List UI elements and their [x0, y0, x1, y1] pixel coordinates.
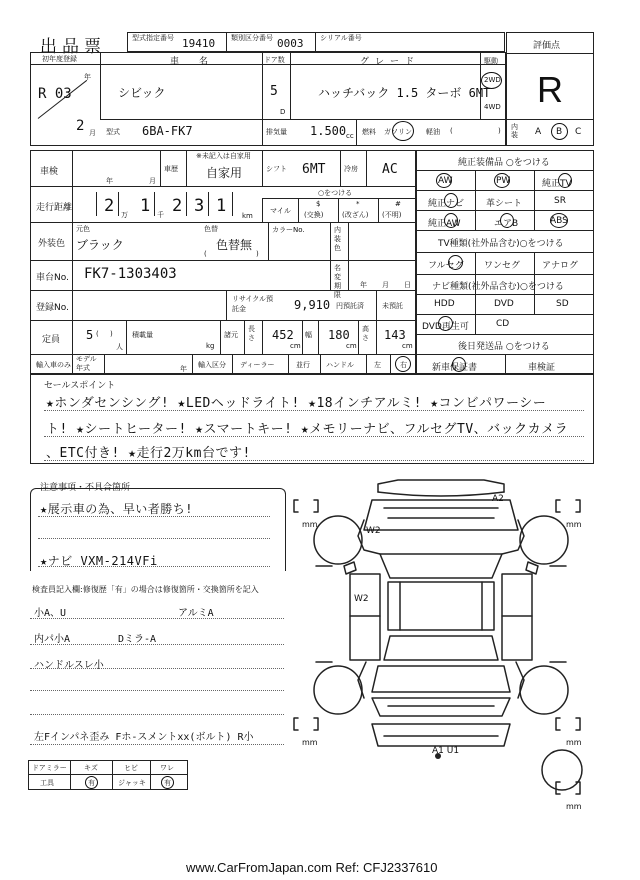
load-label: 積載量 [132, 331, 153, 339]
displacement-label: 排気量 [266, 128, 287, 136]
legend-tools-yes: 有 [88, 779, 95, 787]
fuel-diesel: 軽油 [426, 128, 440, 136]
mileage-d1: 2 [104, 196, 115, 216]
mileage-unknown-sym: # [395, 200, 401, 208]
diagram-mm-5: mm [566, 802, 582, 811]
grade-label: グレード [360, 57, 421, 67]
page-title: 出品票 [40, 37, 106, 56]
inspector-note-4: 左Fインパネ歪み Fホ-スメントxx(ボルト) R小 [34, 732, 254, 743]
sales-points-label: セールスポイント [44, 381, 116, 391]
equip-genuine-navi: 純正ナビ [428, 199, 465, 209]
later-title: 後日発送品 ○をつける [458, 342, 550, 352]
capacity-label: 定員 [42, 335, 61, 345]
legend-crack: ヒビ [124, 764, 138, 772]
legend-tools-circle [85, 776, 98, 789]
legend-tools: 工具 [40, 779, 54, 787]
doors-value: 5 [270, 84, 278, 99]
chassis-value: FK7-1303403 [84, 266, 177, 282]
sales-line-3: 、ETC付き! ★走行2万km台です! [46, 446, 251, 461]
ac-label: 冷房 [344, 165, 358, 173]
eval-score: R [537, 69, 563, 110]
navi-dvd: DVD [494, 299, 514, 309]
legend-door-mirror: ドアミラー [32, 764, 67, 772]
recycle-label: リサイクル預託金 [232, 295, 274, 313]
history-label: 車歴 [164, 165, 178, 173]
interior-color-label: 内装色 [334, 226, 341, 252]
handle-right-circle [395, 356, 411, 372]
history-note: ※未記入は自家用 [196, 152, 251, 160]
equip-sr: SR [554, 196, 566, 206]
serial-label: シリアル番号 [320, 34, 362, 42]
fuel-gasoline: ガソリン [384, 128, 412, 136]
capacity-paren-close: ) [110, 330, 113, 338]
capacity-paren-open: ( [96, 330, 99, 338]
inspection-year: 年 [106, 177, 113, 185]
legend-scratch: キズ [84, 764, 98, 772]
exterior-color-label: 外装色 [38, 239, 66, 249]
recycle-unit: 円預託済 [336, 302, 364, 310]
displacement-value: 1.500 [310, 124, 347, 138]
grade-value: ハッチバック 1.5 ターボ 6MT [318, 86, 491, 100]
navi-sd: SD [556, 299, 569, 309]
tv-title: TV種類(社外品含む)○をつける [438, 239, 564, 249]
later-warranty: 新車保証書 [432, 363, 478, 373]
mileage-d4: 3 [194, 196, 205, 216]
tv-fullseg-circle [448, 255, 463, 270]
mileage-tampered: (改ざん) [342, 211, 369, 219]
name-change-label: 名変期限 [334, 264, 341, 299]
length-cm: cm [290, 342, 301, 350]
equip-airbag: エアB [494, 219, 519, 229]
equip-pw: PW [496, 176, 511, 186]
later-warranty-circle [452, 357, 466, 372]
cc-unit: cc [346, 132, 354, 140]
import-label: 輸入車のみ [36, 361, 71, 369]
drive-2wd: 2WD [484, 76, 501, 84]
mileage-km: km [242, 212, 253, 220]
paint-paren-open: ( [204, 250, 207, 258]
equip-abs: ABS [550, 216, 568, 226]
person-unit: 人 [116, 343, 123, 351]
width-cm: cm [346, 342, 357, 350]
mileage-man: 万 [121, 211, 128, 219]
equip-abs-circle [550, 213, 568, 228]
mileage-mile: マイル [270, 207, 291, 215]
tv-analog: アナログ [542, 261, 579, 271]
model-label: 型式 [106, 128, 120, 136]
interior-b-circle [551, 123, 568, 140]
equip-aw-circle [436, 173, 452, 188]
registration-label: 登録No. [36, 303, 69, 313]
shift-label: シフト [266, 165, 287, 173]
height-cm: cm [402, 342, 413, 350]
inspector-note-2b: Dミラ-A [118, 634, 157, 645]
footer-ref: www.CarFromJapan.com Ref: CFJ2337610 [186, 860, 438, 875]
diagram-mm-1: mm [302, 520, 318, 529]
inspection-month: 月 [149, 177, 156, 185]
equip-aw: AW [438, 176, 453, 186]
drive-2wd-circle [481, 72, 502, 89]
mileage-d5: 1 [216, 196, 227, 216]
equip-genuine-tv-circle [558, 173, 572, 188]
category-cell [226, 32, 316, 52]
mileage-exchange-sym: $ [316, 200, 321, 208]
category-value: 0003 [277, 37, 304, 50]
model-cert-cell [127, 32, 227, 52]
height-value: 143 [384, 328, 406, 342]
diagram-mm-4: mm [566, 738, 582, 747]
diagram-a1u1: A1 U1 [432, 746, 460, 756]
legend-jack: ジャッキ [118, 779, 146, 787]
doors-sub: D [280, 108, 286, 116]
name-change-month: 月 [382, 281, 389, 289]
import-year: 年 [180, 365, 187, 373]
handle-right: 右 [400, 361, 407, 369]
inspector-note-2a: 内パ小A [34, 634, 71, 645]
car-damage-diagram [288, 470, 594, 815]
category-label: 類別区分番号 [231, 34, 273, 42]
ac-value: AC [382, 162, 398, 177]
paint-change-value: 色替無 [216, 238, 253, 252]
legend-jack-yes: 有 [164, 779, 171, 787]
mileage-d2: 1 [140, 196, 151, 216]
serial-cell [315, 32, 505, 52]
equip-genuine-navi-circle [444, 193, 458, 208]
shift-value: 6MT [302, 162, 326, 177]
model-value: 6BA-FK7 [142, 124, 193, 138]
sales-line-2: ト! ★シートヒーター! ★スマートキー! ★メモリーナビ、フルセグTV、バックカメラ [46, 422, 569, 437]
original-color-value: ブラック [76, 238, 124, 252]
model-cert-label: 型式指定番号 [132, 34, 174, 42]
mileage-circle-note: ○をつける [318, 189, 353, 197]
width-label: 幅 [305, 331, 312, 339]
notes-line-2: ★ナビ VXM-214VFi [40, 554, 158, 568]
model-year-label: モデル年式 [76, 355, 97, 372]
import-parallel: 並行 [296, 361, 310, 369]
later-registration: 車検証 [528, 363, 556, 373]
legend-jack-circle [161, 776, 174, 789]
interior-grade-label: 内装 [511, 123, 518, 139]
interior-c: C [575, 127, 582, 137]
eval-label: 評価点 [533, 41, 561, 51]
inspector-note-1a: 小A、U [34, 608, 67, 619]
fuel-blank-close: ) [498, 127, 501, 135]
car-name-label: 車名 [170, 57, 229, 67]
color-no-label: カラーNo. [272, 226, 305, 234]
width-value: 180 [328, 328, 350, 342]
length-label: 長さ [248, 325, 255, 342]
notes-line-1: ★展示車の為、早い者勝ち! [40, 502, 193, 516]
navi-hdd: HDD [434, 299, 455, 309]
tv-fullseg: フルセグ [428, 261, 464, 271]
import-dealer: ディーラー [240, 361, 275, 369]
inspector-note-1b: アルミA [178, 608, 214, 619]
eval-box [506, 32, 594, 146]
recycle-value: 9,910 [294, 298, 331, 312]
model-cert-value: 19410 [182, 37, 216, 50]
mileage-label: 走行距離 [36, 203, 73, 213]
inspector-label: 検査員記入欄:修復歴「有」の場合は修復箇所・交換箇所を記入 [32, 585, 259, 594]
chassis-label: 車台No. [36, 273, 69, 283]
diagram-w2-b: W2 [354, 594, 369, 604]
capacity-value: 5 [86, 328, 94, 342]
mileage-d3: 2 [172, 196, 183, 216]
length-value: 452 [272, 328, 294, 342]
tv-oneseg: ワンセグ [484, 261, 521, 271]
first-reg-year: R 03 [38, 86, 72, 102]
navi-title: ナビ種類(社外品含む)○をつける [432, 282, 564, 292]
equip-airbag-circle [500, 213, 514, 228]
first-reg-month-unit: 月 [89, 129, 96, 137]
car-name: シビック [118, 86, 166, 100]
navi-dvd-play: DVD再生可 [422, 322, 469, 332]
mileage-sen: 千 [157, 211, 164, 219]
fuel-blank-open: ( [450, 127, 453, 135]
paint-paren-close: ) [256, 250, 259, 258]
doors-label: ドア数 [264, 56, 285, 64]
navi-cd: CD [496, 319, 510, 329]
name-change-year: 年 [360, 281, 367, 289]
equip-pw-circle [494, 173, 510, 188]
import-category-label: 輸入区分 [198, 361, 226, 369]
mileage-unknown: (不明) [382, 211, 402, 219]
fuel-label: 燃料 [362, 128, 376, 136]
equip-genuine-tv: 純正TV [542, 179, 572, 189]
handle-left: 左 [374, 361, 381, 369]
genuine-title: 純正装備品 ○をつける [458, 158, 550, 168]
mileage-tampered-sym: * [356, 200, 360, 208]
equip-genuine-aw-circle [444, 213, 458, 228]
drive-label: 駆動 [484, 57, 498, 65]
diagram-w2-a: W2 [366, 526, 381, 536]
first-reg-month: 2 [76, 118, 85, 134]
navi-dvd-play-circle [438, 316, 453, 331]
first-reg-year-unit: 年 [84, 73, 91, 81]
legend-break: ワレ [160, 764, 174, 772]
history-value: 自家用 [206, 166, 243, 180]
equip-leather: 革シート [486, 199, 523, 209]
equip-genuine-aw: 純正AW [428, 219, 461, 229]
drive-4wd: 4WD [484, 103, 501, 111]
name-change-day: 日 [404, 281, 411, 289]
diagram-a2: A2 [492, 494, 504, 504]
sales-line-1: ★ホンダセンシング! ★LEDヘッドライト! ★18インチアルミ! ★コンビパワーシー [46, 396, 547, 411]
handle-label: ハンドル [326, 361, 354, 369]
inspection-label: 車検 [40, 167, 59, 177]
inspector-note-3: ハンドルスレ小 [34, 660, 104, 671]
interior-b: B [556, 127, 563, 137]
first-reg-label: 初年度登録 [42, 55, 77, 63]
interior-a: A [535, 127, 542, 137]
paint-change-label: 色替 [204, 225, 218, 233]
height-label: 高さ [362, 325, 369, 342]
diagram-mm-3: mm [302, 738, 318, 747]
not-deposited: 未預託 [382, 302, 403, 310]
dimension-label: 諸元 [224, 331, 238, 339]
mileage-exchange: (交換) [304, 211, 324, 219]
load-kg: kg [206, 342, 215, 350]
diagram-mm-2: mm [566, 520, 582, 529]
original-color-label: 元色 [76, 225, 90, 233]
notes-label: 注意事項・不具合箇所 [40, 483, 131, 493]
fuel-gasoline-circle [392, 121, 414, 141]
